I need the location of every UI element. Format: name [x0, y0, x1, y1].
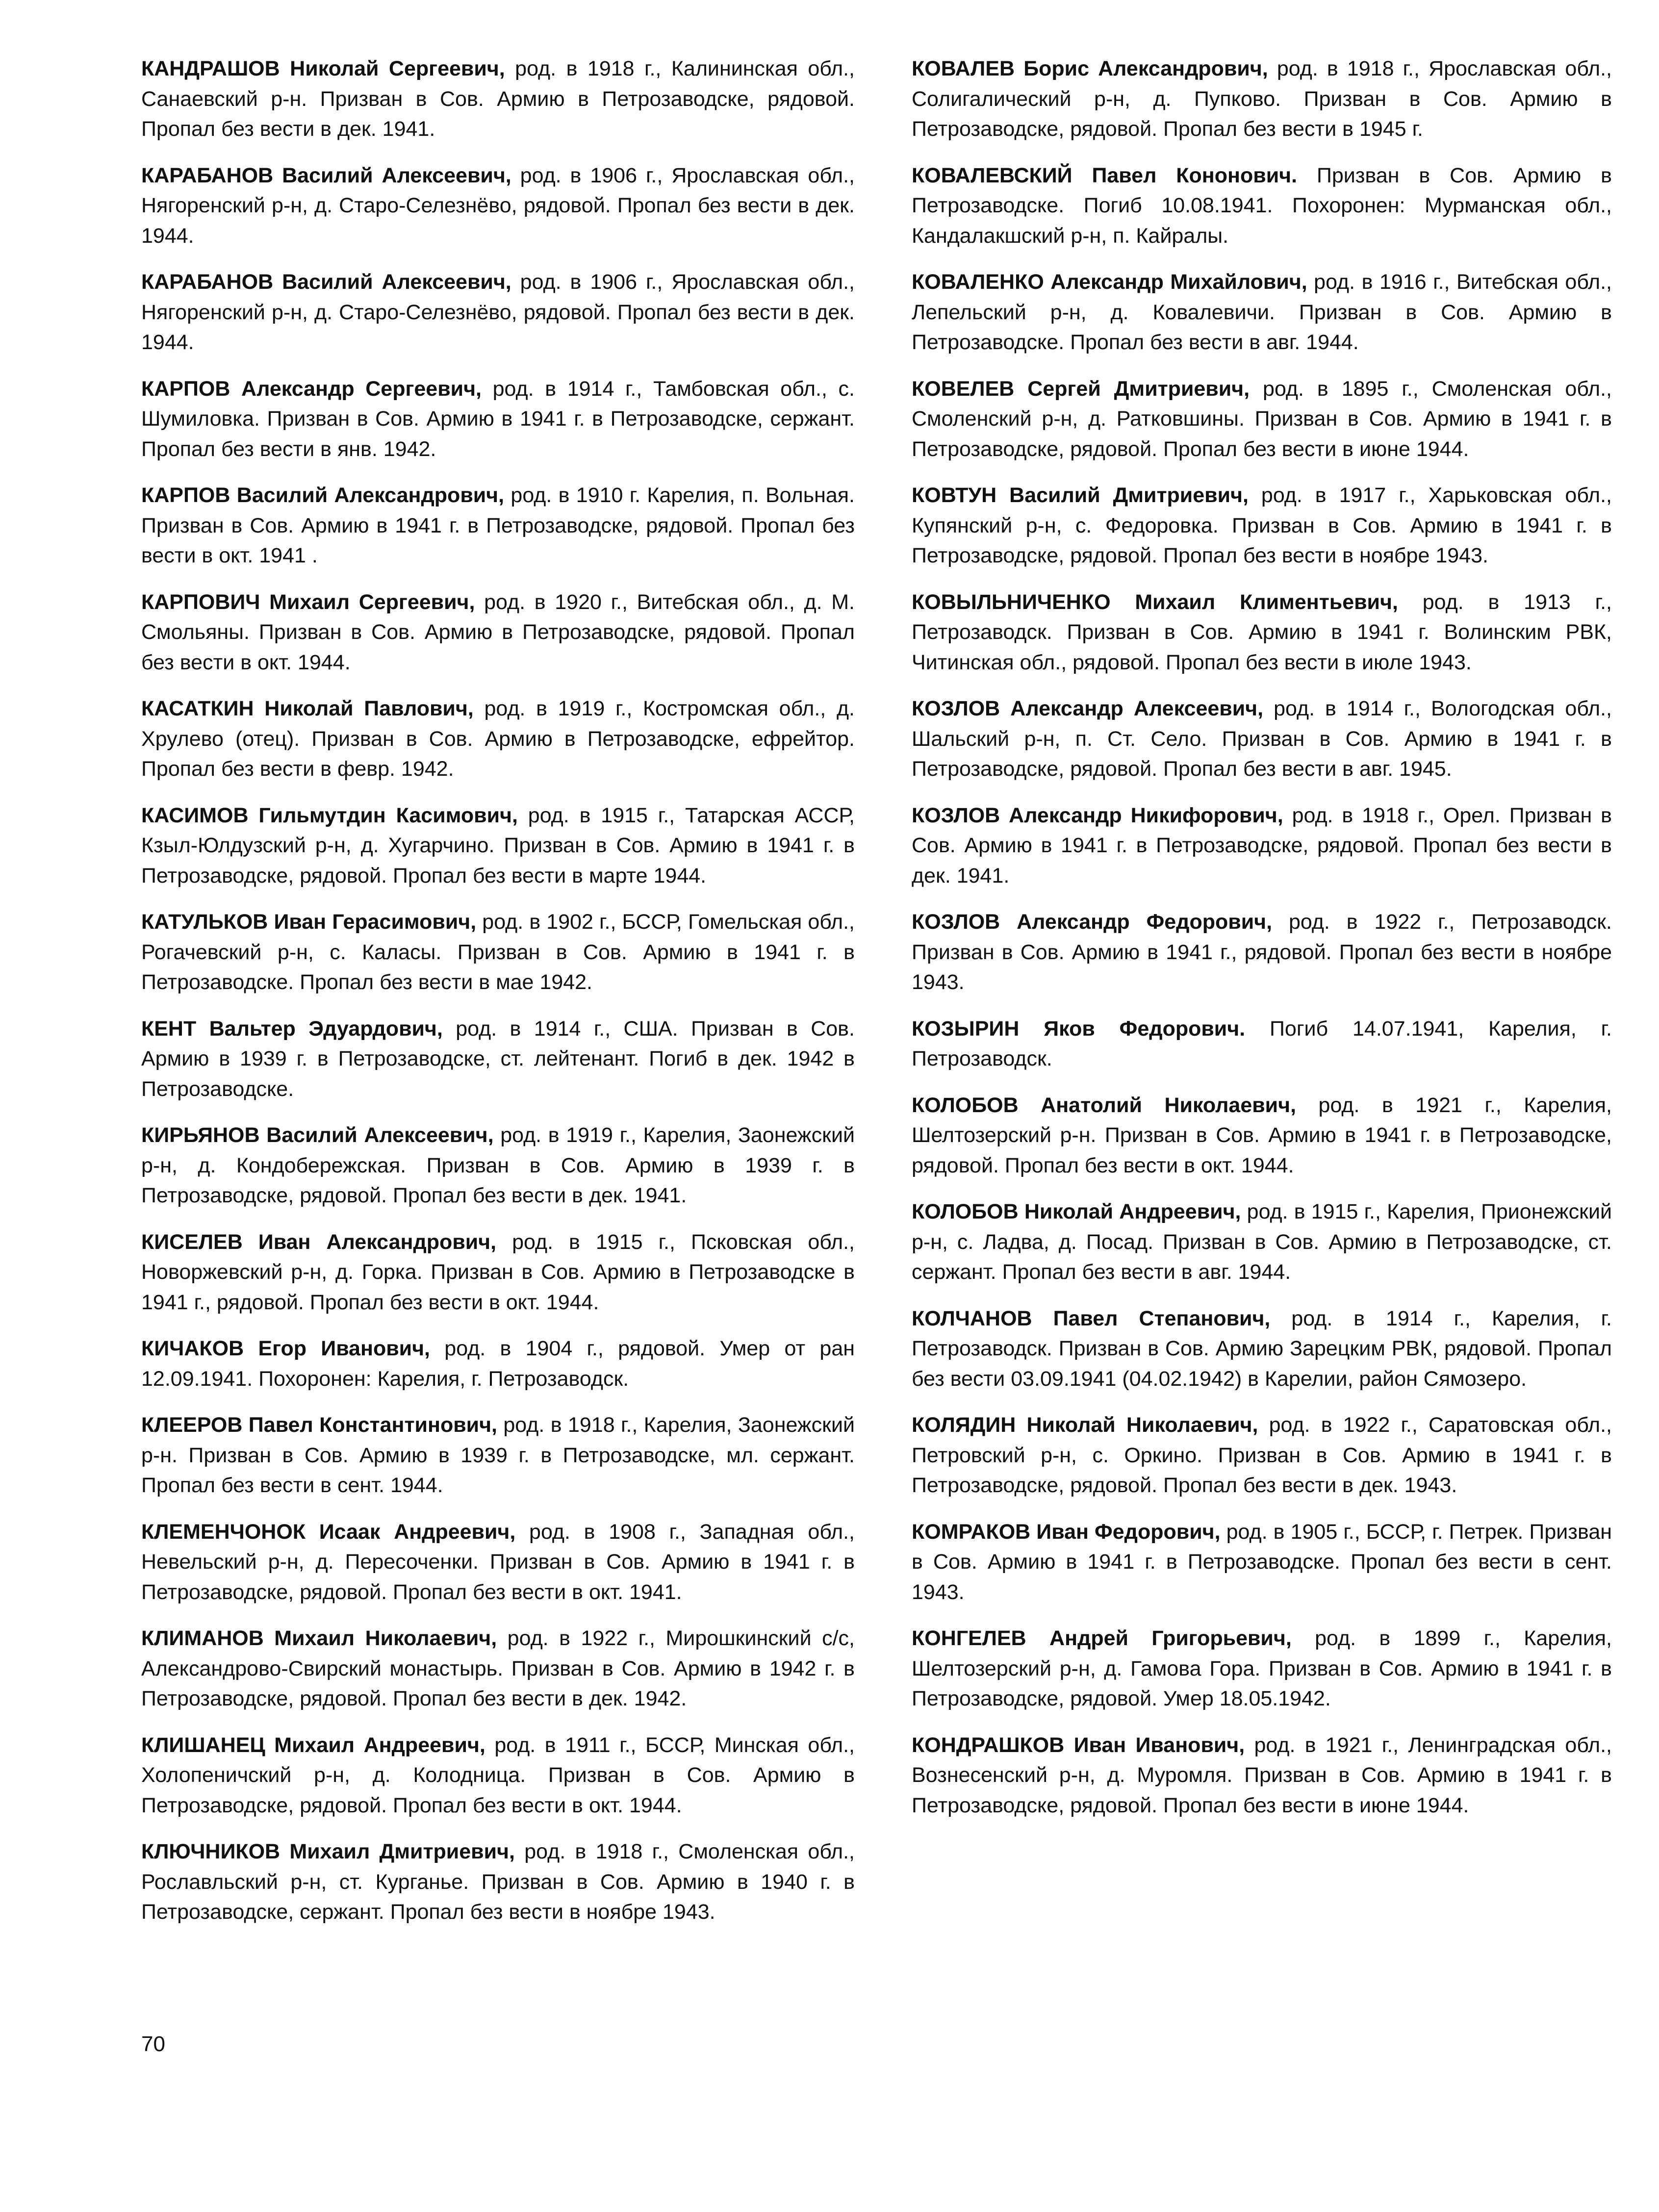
entry-name: КОЗЛОВ Александр Алексеевич, — [912, 697, 1264, 720]
entry-text: род. в 1905 г., БССР, г. Петрек. Призван в Сов. Армию в 1941 г. в Петрозаводске. Пропал без вести в сент. 1943. — [912, 1520, 1612, 1604]
entry — [912, 801, 1612, 891]
entry-text: род. в 1915 г., Псковская обл., Новоржевский р-н, д. Горка. Призван в Сов. Армию в Петрозаводске в 1941 г., рядовой. Пропал без вести в окт. 1944. — [141, 1230, 855, 1314]
entry — [141, 54, 855, 145]
entry-text: род. в 1914 г., Карелия, г. Петрозаводск. Призван в Сов. Армию Зарецким РВК, рядовой. Пропал без вести 03.09.1941 (04.02.1942) в Карелии, район Сямозеро. — [912, 1306, 1612, 1391]
entry — [912, 1014, 1612, 1074]
entry-name: КОВТУН Василий Дмитриевич, — [912, 483, 1249, 507]
entry-name: КАСИМОВ Гильмутдин Касимович, — [141, 803, 518, 827]
left-column — [141, 54, 855, 1944]
entry-name: КЛИШАНЕЦ Михаил Андреевич, — [141, 1733, 485, 1757]
entry-name: КАТУЛЬКОВ Иван Герасимович, — [141, 910, 477, 934]
entry-name: КЕНТ Вальтер Эдуардович, — [141, 1017, 443, 1041]
entry — [141, 161, 855, 252]
entry-text: род. в 1915 г., Карелия, Прионежский р-н, с. Ладва, д. Посад. Призван в Сов. Армию в Петрозаводске, ст. сержант. Пропал без вести в авг. 1944. — [912, 1200, 1612, 1284]
right-column — [912, 54, 1612, 1837]
entry-name: КОЗЫРИН Яков Федорович. — [912, 1017, 1246, 1041]
entry-name: КЛЕЕРОВ Павел Константинович, — [141, 1413, 497, 1437]
entry-text: род. в 1895 г., Смоленская обл., Смоленский р-н, д. Ратковшины. Призван в Сов. Армию в 1941 г. в Петрозаводске, рядовой. Пропал без вести в июне 1944. — [912, 377, 1612, 461]
entry — [141, 694, 855, 785]
entry-name: КОНДРАШКОВ Иван Иванович, — [912, 1733, 1245, 1757]
entry — [912, 374, 1612, 465]
entry-text: род. в 1918 г., Смоленская обл., Рославльский р-н, ст. Курганье. Призван в Сов. Армию в 1940 г. в Петрозаводске, сержант. Пропал без вести в ноябре 1943. — [141, 1840, 855, 1924]
entry — [912, 1730, 1612, 1821]
entry — [912, 1091, 1612, 1181]
entry — [912, 1624, 1612, 1714]
entry-text: род. в 1914 г., Тамбовская обл., с. Шумиловка. Призван в Сов. Армию в 1941 г. в Петрозаводске, сержант. Пропал без вести в янв. 1942. — [141, 377, 855, 461]
entry — [912, 161, 1612, 252]
entry-text: род. в 1921 г., Ленинградская обл., Вознесенский р-н, д. Муромля. Призван в Сов. Армию в 1941 г. в Петрозаводске, рядовой. Пропал без вести в июне 1944. — [912, 1733, 1612, 1817]
entry-text: род. в 1921 г., Карелия, Шелтозерский р-н. Призван в Сов. Армию в 1941 г. в Петрозаводске, рядовой. Пропал без вести в окт. 1944. — [912, 1093, 1612, 1177]
entry — [141, 1014, 855, 1105]
entry-name: КЛЮЧНИКОВ Михаил Дмитриевич, — [141, 1840, 515, 1863]
entry — [141, 801, 855, 891]
entry-text: род. в 1906 г., Ярославская обл., Нягоренский р-н, д. Старо-Селезнёво, рядовой. Пропал без вести в дек. 1944. — [141, 163, 855, 248]
entry-text: род. в 1922 г., Мирошкинский с/с, Александрово-Свирский монастырь. Призван в Сов. Армию в 1942 г. в Петрозаводске, рядовой. Пропал без вести в дек. 1942. — [141, 1627, 855, 1710]
entry-text: род. в 1904 г., рядовой. Умер от ран 12.09.1941. Похоронен: Карелия, г. Петрозаводск. — [141, 1337, 855, 1391]
entry — [912, 1304, 1612, 1395]
entry-text: род. в 1910 г. Карелия, п. Вольная. Призван в Сов. Армию в 1941 г. в Петрозаводске, рядовой. Пропал без вести в окт. 1941 . — [141, 483, 855, 567]
entry-name: КАСАТКИН Николай Павлович, — [141, 697, 474, 720]
entry — [141, 1334, 855, 1394]
entry — [141, 1410, 855, 1501]
entry-text: род. в 1920 г., Витебская обл., д. М. Смольяны. Призван в Сов. Армию в Петрозаводске, рядовой. Пропал без вести в окт. 1944. — [141, 590, 855, 674]
entry-name: КИЧАКОВ Егор Иванович, — [141, 1337, 430, 1360]
entry-text: род. в 1908 г., Западная обл., Невельский р-н, д. Пересоченки. Призван в Сов. Армию в 1941 г. в Петрозаводске, рядовой. Пропал без вести в окт. 1941. — [141, 1520, 855, 1604]
page-number: 70 — [141, 2032, 165, 2056]
entry — [912, 694, 1612, 785]
entry-text: род. в 1919 г., Костромская обл., д. Хрулево (отец). Призван в Сов. Армию в Петрозаводске, ефрейтор. Пропал без вести в февр. 1942. — [141, 697, 855, 781]
entry-text: род. в 1911 г., БССР, Минская обл., Холопеничский р-н, д. Колодница. Призван в Сов. Армию в Петрозаводске, рядовой. Пропал без вести в окт. 1944. — [141, 1733, 855, 1817]
entry-text: род. в 1899 г., Карелия, Шелтозерский р-н, д. Гамова Гора. Призван в Сов. Армию в 1941 г. в Петрозаводске, рядовой. Умер 18.05.1942. — [912, 1627, 1612, 1710]
entry-text: род. в 1916 г., Витебская обл., Лепельский р-н, д. Ковалевичи. Призван в Сов. Армию в Петрозаводске. Пропал без вести в авг. 1944. — [912, 270, 1612, 354]
entry-text: род. в 1918 г., Орел. Призван в Сов. Армию в 1941 г. в Петрозаводске, рядовой. Пропал без вести в дек. 1941. — [912, 803, 1612, 888]
entry — [141, 267, 855, 358]
entry — [912, 1517, 1612, 1608]
entry-name: КОМРАКОВ Иван Федорович, — [912, 1520, 1221, 1544]
entry-name: КОЗЛОВ Александр Никифорович, — [912, 803, 1283, 827]
entry-text: род. в 1918 г., Карелия, Заонежский р-н. Призван в Сов. Армию в 1939 г. в Петрозаводске, мл. сержант. Пропал без вести в сент. 1944. — [141, 1413, 855, 1497]
entry — [141, 587, 855, 678]
entry — [141, 1517, 855, 1608]
entry — [912, 54, 1612, 145]
entry-name: КОВЫЛЬНИЧЕНКО Михаил Климентьевич, — [912, 590, 1398, 614]
entry-name: КОНГЕЛЕВ Андрей Григорьевич, — [912, 1627, 1292, 1650]
entry — [141, 1624, 855, 1714]
entry-name: КАРАБАНОВ Василий Алексеевич, — [141, 270, 511, 294]
entry-text: Призван в Сов. Армию в Петрозаводске. Погиб 10.08.1941. Похоронен: Мурманская обл., Кандалакшский р-н, п. Кайралы. — [912, 163, 1612, 248]
entry — [912, 587, 1612, 678]
entry — [912, 907, 1612, 998]
entry-text: род. в 1914 г., США. Призван в Сов. Армию в 1939 г. в Петрозаводске, ст. лейтенант. Погиб в дек. 1942 в Петрозаводске. — [141, 1017, 855, 1101]
entry-name: КАРПОВИЧ Михаил Сергеевич, — [141, 590, 475, 614]
entry-text: род. в 1919 г., Карелия, Заонежский р-н, д. Кондобережская. Призван в Сов. Армию в 1939 г. в Петрозаводске, рядовой. Пропал без вести в дек. 1941. — [141, 1123, 855, 1207]
entry — [912, 1197, 1612, 1288]
entry-text: род. в 1922 г., Саратовская обл., Петровский р-н, с. Оркино. Призван в Сов. Армию в 1941 г. в Петрозаводске, рядовой. Пропал без вести в дек. 1943. — [912, 1413, 1612, 1497]
entry-text: Погиб 14.07.1941, Карелия, г. Петрозаводск. — [912, 1017, 1612, 1070]
entry — [141, 481, 855, 571]
entry-name: КОВАЛЕВ Борис Александрович, — [912, 57, 1268, 80]
entry-name: КИСЕЛЕВ Иван Александрович, — [141, 1230, 497, 1254]
entry — [912, 267, 1612, 358]
entry-name: КОЗЛОВ Александр Федорович, — [912, 910, 1273, 934]
entry-name: КЛИМАНОВ Михаил Николаевич, — [141, 1627, 497, 1650]
entry-name: КАНДРАШОВ Николай Сергеевич, — [141, 57, 505, 80]
entry-text: род. в 1917 г., Харьковская обл., Купянский р-н, с. Федоровка. Призван в Сов. Армию в 1941 г. в Петрозаводске, рядовой. Пропал без вести в ноябре 1943. — [912, 483, 1612, 567]
entry-text: род. в 1918 г., Ярославская обл., Солигалический р-н, д. Пупково. Призван в Сов. Армию в Петрозаводске, рядовой. Пропал без вести в 1945 г. — [912, 57, 1612, 141]
entry-name: КОЛОБОВ Николай Андреевич, — [912, 1200, 1241, 1223]
entry-text: род. в 1918 г., Калининская обл., Санаевский р-н. Призван в Сов. Армию в Петрозаводске, рядовой. Пропал без вести в дек. 1941. — [141, 57, 855, 141]
entry-name: КОВАЛЕНКО Александр Михайлович, — [912, 270, 1307, 294]
entry — [141, 1227, 855, 1318]
entry-name: КИРЬЯНОВ Василий Алексеевич, — [141, 1123, 494, 1147]
entry-text: род. в 1922 г., Петрозаводск. Призван в Сов. Армию в 1941 г., рядовой. Пропал без вести в ноябре 1943. — [912, 910, 1612, 994]
entry-name: КАРПОВ Александр Сергеевич, — [141, 377, 482, 401]
entry-name: КАРАБАНОВ Василий Алексеевич, — [141, 163, 511, 187]
entry-text: род. в 1906 г., Ярославская обл., Нягоренский р-н, д. Старо-Селезнёво, рядовой. Пропал без вести в дек. 1944. — [141, 270, 855, 354]
entry-text: род. в 1914 г., Вологодская обл., Шальский р-н, п. Ст. Село. Призван в Сов. Армию в 1941 г. в Петрозаводске, рядовой. Пропал без вести в авг. 1945. — [912, 697, 1612, 781]
entry-name: КАРПОВ Василий Александрович, — [141, 483, 505, 507]
entry — [141, 374, 855, 465]
entry-text: род. в 1915 г., Татарская АССР, Кзыл-Юлдузский р-н, д. Хугарчино. Призван в Сов. Армию в 1941 г. в Петрозаводске, рядовой. Пропал без вести в марте 1944. — [141, 803, 855, 888]
entry — [141, 1730, 855, 1821]
entry — [141, 907, 855, 998]
entry-name: КЛЕМЕНЧОНОК Исаак Андреевич, — [141, 1520, 516, 1544]
entry-name: КОВАЛЕВСКИЙ Павел Кононович. — [912, 163, 1298, 187]
entry-name: КОЛЯДИН Николай Николаевич, — [912, 1413, 1258, 1437]
entry-text: род. в 1913 г., Петрозаводск. Призван в Сов. Армию в 1941 г. Волинским РВК, Читинская обл., рядовой. Пропал без вести в июле 1943. — [912, 590, 1612, 674]
entry-text: род. в 1902 г., БССР, Гомельская обл., Рогачевский р-н, с. Каласы. Призван в Сов. Армию в 1941 г. в Петрозаводске. Пропал без вести в мае 1942. — [141, 910, 855, 994]
entry-name: КОВЕЛЕВ Сергей Дмитриевич, — [912, 377, 1250, 401]
entry-name: КОЛОБОВ Анатолий Николаевич, — [912, 1093, 1297, 1117]
entry — [141, 1120, 855, 1211]
entry — [912, 1410, 1612, 1501]
entry — [912, 481, 1612, 571]
entry — [141, 1837, 855, 1928]
entry-name: КОЛЧАНОВ Павел Степанович, — [912, 1306, 1271, 1330]
